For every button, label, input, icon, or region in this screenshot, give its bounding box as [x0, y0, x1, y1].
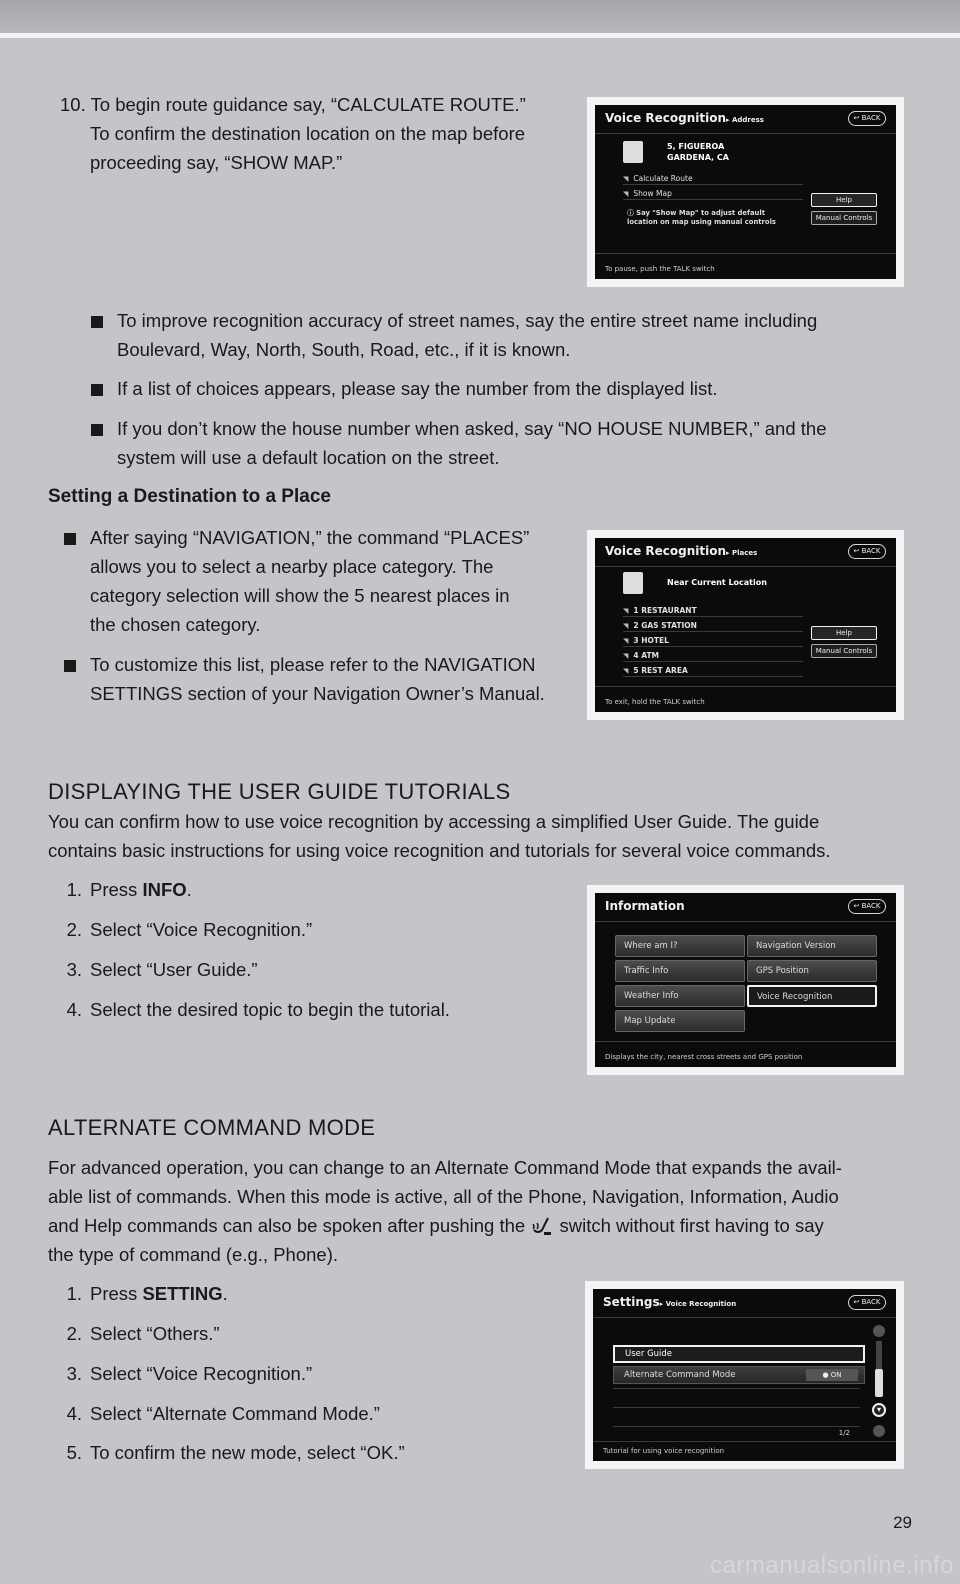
screen-subtitle: ▸ Address — [726, 116, 764, 124]
list-item-calculate-route[interactable]: ◥ Calculate Route — [623, 172, 803, 185]
tutorials-step-3: 3. Select “User Guide.” — [66, 959, 258, 980]
tip-3-line2: system will use a default location on the street. — [117, 447, 500, 468]
manual-controls-button[interactable]: Manual Controls — [811, 211, 877, 225]
tip-1-line1: To improve recognition accuracy of street names, say the entire street name including — [117, 310, 818, 331]
mic-icon: ◥ — [623, 637, 629, 645]
step-number: 10. — [60, 94, 86, 115]
list-item-restaurant[interactable]: ◥ 1 RESTAURANT — [623, 604, 803, 617]
divider — [613, 1407, 860, 1408]
section-heading-alternate: ALTERNATE COMMAND MODE — [48, 1115, 376, 1140]
mic-icon: ◥ — [623, 607, 629, 615]
alternate-step-3: 3. Select “Voice Recognition.” — [66, 1363, 313, 1384]
watermark: carmanualsonline.info — [710, 1552, 954, 1579]
menu-where-am-i[interactable]: Where am I? — [615, 935, 745, 957]
alternate-para-line4: the type of command (e.g., Phone). — [48, 1244, 338, 1265]
bullet-square — [91, 316, 103, 328]
screenshot-information — [587, 885, 904, 1075]
destination-bullet-1-line2: allows you to select a nearby place category. The — [90, 556, 494, 577]
divider — [595, 686, 896, 687]
info-key-label: INFO — [142, 879, 187, 900]
back-button[interactable]: ↩ BACK — [848, 544, 886, 559]
screen-footer: Displays the city, nearest cross streets and GPS position — [605, 1053, 803, 1061]
screen-information — [595, 893, 896, 1067]
section-heading-tutorials: DISPLAYING THE USER GUIDE TUTORIALS — [48, 779, 511, 804]
divider — [593, 1441, 896, 1442]
divider — [593, 1317, 896, 1318]
talk-switch-icon — [530, 1214, 554, 1238]
bullet-square — [64, 533, 76, 545]
screen-footer: To pause, push the TALK switch — [605, 265, 715, 273]
destination-bullet-1-line3: category selection will show the 5 nearest places in — [90, 585, 510, 606]
step-10-line2: To confirm the destination location on the map before — [90, 123, 526, 144]
tutorials-step-1: 1. Press INFO. — [66, 879, 192, 900]
back-button[interactable]: ↩ BACK — [848, 111, 886, 126]
alternate-step-4: 4. Select “Alternate Command Mode.” — [66, 1403, 380, 1424]
bullet-square — [91, 424, 103, 436]
alternate-para-line1: For advanced operation, you can change to an Alternate Command Mode that expands the avail- — [48, 1157, 842, 1178]
list-item-show-map[interactable]: ◥ Show Map — [623, 187, 803, 200]
screen-footer: To exit, hold the TALK switch — [605, 698, 705, 706]
toggle-indicator[interactable]: ● ON — [806, 1369, 858, 1381]
back-button[interactable]: ↩ BACK — [848, 1295, 886, 1310]
mic-icon: ◥ — [623, 190, 629, 198]
alternate-step-5: 5. To confirm the new mode, select “OK.” — [66, 1442, 405, 1463]
location-label: Near Current Location — [667, 578, 767, 587]
destination-bullet-1-line4: the chosen category. — [90, 614, 261, 635]
screen-places — [595, 538, 896, 712]
screen-footer: Tutorial for using voice recognition — [603, 1447, 725, 1455]
screen-subtitle: ▸ Voice Recognition — [659, 1300, 737, 1308]
destination-bullet-2-line2: SETTINGS section of your Navigation Owner’s Manual. — [90, 683, 545, 704]
tip-2-line1: If a list of choices appears, please say the number from the displayed list. — [117, 378, 718, 399]
screen-title: Settings▸ Voice Recognition — [603, 1295, 737, 1309]
alternate-para-line2: able list of commands. When this mode is active, all of the Phone, Navigation, Information, Audio — [48, 1186, 839, 1207]
address-text: 5, FIGUEROA GARDENA, CA — [667, 142, 729, 162]
help-button[interactable]: Help — [811, 193, 877, 207]
scroll-down-icon[interactable]: ▾ — [872, 1403, 886, 1417]
step-text: To begin route guidance say, “CALCULATE ROUTE.” — [90, 94, 526, 115]
destination-bullet-1-line1: After saying “NAVIGATION,” the command “PLACES” — [90, 527, 530, 548]
menu-gps-position[interactable]: GPS Position — [747, 960, 877, 982]
menu-weather-info[interactable]: Weather Info — [615, 985, 745, 1007]
screen-title: Information — [605, 899, 685, 913]
menu-map-update[interactable]: Map Update — [615, 1010, 745, 1032]
divider — [595, 253, 896, 254]
screenshot-settings — [585, 1281, 904, 1469]
list-item-atm[interactable]: ◥ 4 ATM — [623, 649, 803, 662]
alternate-step-1: 1. Press SETTING. — [66, 1283, 228, 1304]
list-item-rest-area[interactable]: ◥ 5 REST AREA — [623, 664, 803, 677]
tip-3-line1: If you don’t know the house number when asked, say “NO HOUSE NUMBER,” and the — [117, 418, 827, 439]
tutorials-step-4: 4. Select the desired topic to begin the tutorial. — [66, 999, 450, 1020]
screen-settings — [593, 1289, 896, 1461]
help-button[interactable]: Help — [811, 626, 877, 640]
tutorials-step-2: 2. Select “Voice Recognition.” — [66, 919, 313, 940]
step-10-line3: proceeding say, “SHOW MAP.” — [90, 152, 343, 173]
scroll-end-icon[interactable] — [873, 1425, 885, 1437]
subheading-destination: Setting a Destination to a Place — [48, 486, 331, 507]
list-item-hotel[interactable]: ◥ 3 HOTEL — [623, 634, 803, 647]
screen-title: Voice Recognition▸ Address — [605, 111, 764, 125]
voice-head-icon — [623, 572, 643, 594]
screen-title: Voice Recognition▸ Places — [605, 544, 758, 558]
alternate-step-2: 2. Select “Others.” — [66, 1323, 220, 1344]
page-indicator: 1/2 — [838, 1429, 850, 1437]
mic-icon: ◥ — [623, 667, 629, 675]
mic-icon: ◥ — [623, 175, 629, 183]
destination-bullet-2-line1: To customize this list, please refer to the NAVIGATION — [90, 654, 536, 675]
list-item-gas-station[interactable]: ◥ 2 GAS STATION — [623, 619, 803, 632]
menu-alternate-command-mode[interactable]: Alternate Command Mode ● ON — [613, 1366, 865, 1384]
divider — [613, 1426, 860, 1427]
divider — [595, 1041, 896, 1042]
divider — [595, 566, 896, 567]
scroll-up-icon[interactable] — [873, 1325, 885, 1337]
hint-text: ⓘ Say "Show Map" to adjust default location on map using manual controls — [627, 209, 776, 226]
screenshot-places — [587, 530, 904, 720]
page-number: 29 — [893, 1513, 912, 1532]
scroll-thumb[interactable] — [875, 1369, 883, 1397]
header-divider — [0, 33, 960, 38]
menu-traffic-info[interactable]: Traffic Info — [615, 960, 745, 982]
step-10-line1 — [60, 90, 526, 120]
screen-subtitle: ▸ Places — [726, 549, 758, 557]
menu-voice-recognition[interactable]: Voice Recognition — [747, 985, 877, 1007]
tutorials-intro-line2: contains basic instructions for using voice recognition and tutorials for several voice commands. — [48, 840, 831, 861]
screen-address — [595, 105, 896, 279]
header-bar — [0, 0, 960, 33]
mic-icon: ◥ — [623, 652, 629, 660]
voice-head-icon — [623, 141, 643, 163]
screenshot-address — [587, 97, 904, 287]
divider — [595, 133, 896, 134]
bullet-square — [64, 660, 76, 672]
bullet-square — [91, 384, 103, 396]
menu-navigation-version[interactable]: Navigation Version — [747, 935, 877, 957]
menu-user-guide[interactable]: User Guide — [613, 1345, 865, 1363]
mic-icon: ◥ — [623, 622, 629, 630]
divider — [595, 921, 896, 922]
back-button[interactable]: ↩ BACK — [848, 899, 886, 914]
setting-key-label: SETTING — [142, 1283, 223, 1304]
scrollbar[interactable] — [872, 1325, 886, 1443]
manual-controls-button[interactable]: Manual Controls — [811, 644, 877, 658]
tutorials-intro-line1: You can confirm how to use voice recognition by accessing a simplified User Guide. The guide — [48, 811, 820, 832]
tip-1-line2: Boulevard, Way, North, South, Road, etc., if it is known. — [117, 339, 571, 360]
divider — [613, 1388, 860, 1389]
alternate-para-line3: and Help commands can also be spoken after pushing the switch without first having to say — [48, 1215, 824, 1236]
